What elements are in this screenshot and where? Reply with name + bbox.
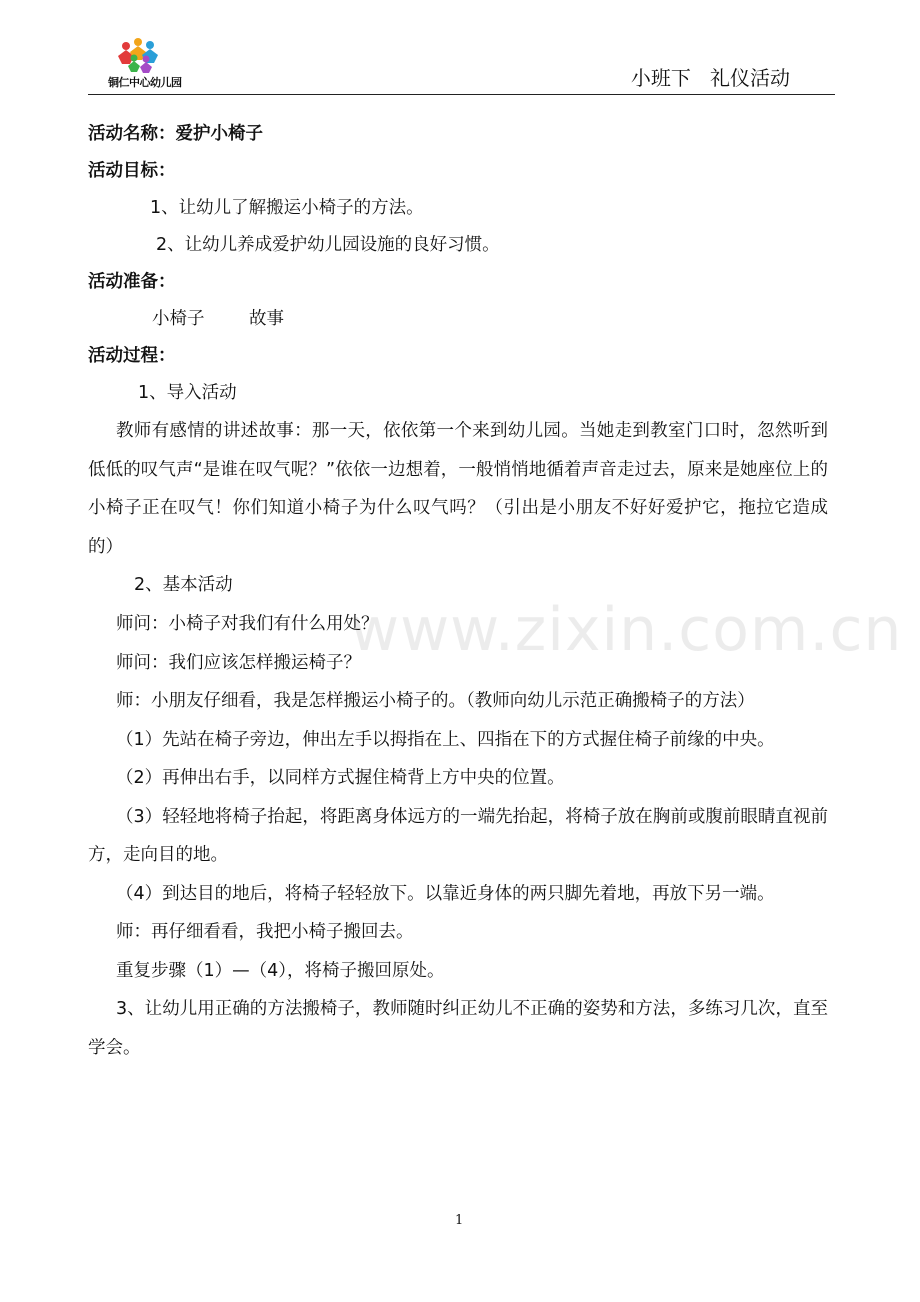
watermark: www.zixin.com.cn: [350, 595, 903, 665]
story-paragraph: 教师有感情的讲述故事：那一天，依依第一个来到幼儿园。当她走到教室门口时，忽然听到低低的叹气声“是谁在叹气呢？”依依一边想着，一般悄悄地循着声音走过去，原来是她座位上的小椅子正在叹气！你们知道小椅子为什么叹气吗？（引出是小朋友不好好爱护它，拖拉它造成的）: [88, 421, 828, 557]
step-3-paragraph: 3、让幼儿用正确的方法搬椅子，教师随时纠正幼儿不正确的姿势和方法，多练习几次，直至学会。: [88, 999, 828, 1058]
prep-items: 小椅子 故事: [152, 309, 285, 329]
goal-item: 2、让幼儿养成爱护幼儿园设施的良好习惯。: [156, 235, 500, 255]
procedure-step: （4）到达目的地后，将椅子轻轻放下。以靠近身体的两只脚先着地，再放下另一端。: [116, 883, 775, 904]
goal-item: 1、让幼儿了解搬运小椅子的方法。: [150, 198, 424, 218]
children-figures-icon: [108, 34, 172, 74]
procedure-step: （2）再伸出右手，以同样方式握住椅背上方中央的位置。: [116, 768, 565, 788]
header-title: 小班下 礼仪活动: [630, 66, 790, 90]
kindergarten-logo: [108, 34, 182, 94]
page-number: 1: [455, 1213, 464, 1228]
step-title: 1、导入活动: [138, 383, 237, 403]
procedure-step: （3）轻轻地将椅子抬起，将距离身体远方的一端先抬起，将椅子放在胸前或腹前眼睛直视前方，走向目的地。: [88, 806, 828, 865]
teacher-line: 师：再仔细看看，我把小椅子搬回去。: [116, 922, 414, 942]
repeat-line: 重复步骤（1）—（4），将椅子搬回原处。: [116, 960, 445, 981]
header-divider: [88, 94, 835, 95]
step-title: 2、基本活动: [134, 575, 233, 595]
procedure-step: （1）先站在椅子旁边，伸出左手以拇指在上、四指在下的方式握住椅子前缘的中央。: [116, 729, 775, 750]
goal-heading: 活动目标：: [88, 161, 176, 181]
question-line: 师问：小椅子对我们有什么用处？: [116, 614, 379, 634]
prep-heading: 活动准备：: [88, 272, 176, 292]
document-body: [88, 116, 828, 1067]
process-heading: 活动过程：: [88, 346, 176, 366]
logo-text: 铜仁中心幼儿园: [108, 76, 182, 89]
activity-name: 活动名称：爱护小椅子: [88, 124, 263, 144]
demo-paragraph: 师：小朋友仔细看，我是怎样搬运小椅子的。（教师向幼儿示范正确搬椅子的方法）: [116, 691, 755, 711]
question-line: 师问：我们应该怎样搬运椅子？: [116, 652, 361, 673]
